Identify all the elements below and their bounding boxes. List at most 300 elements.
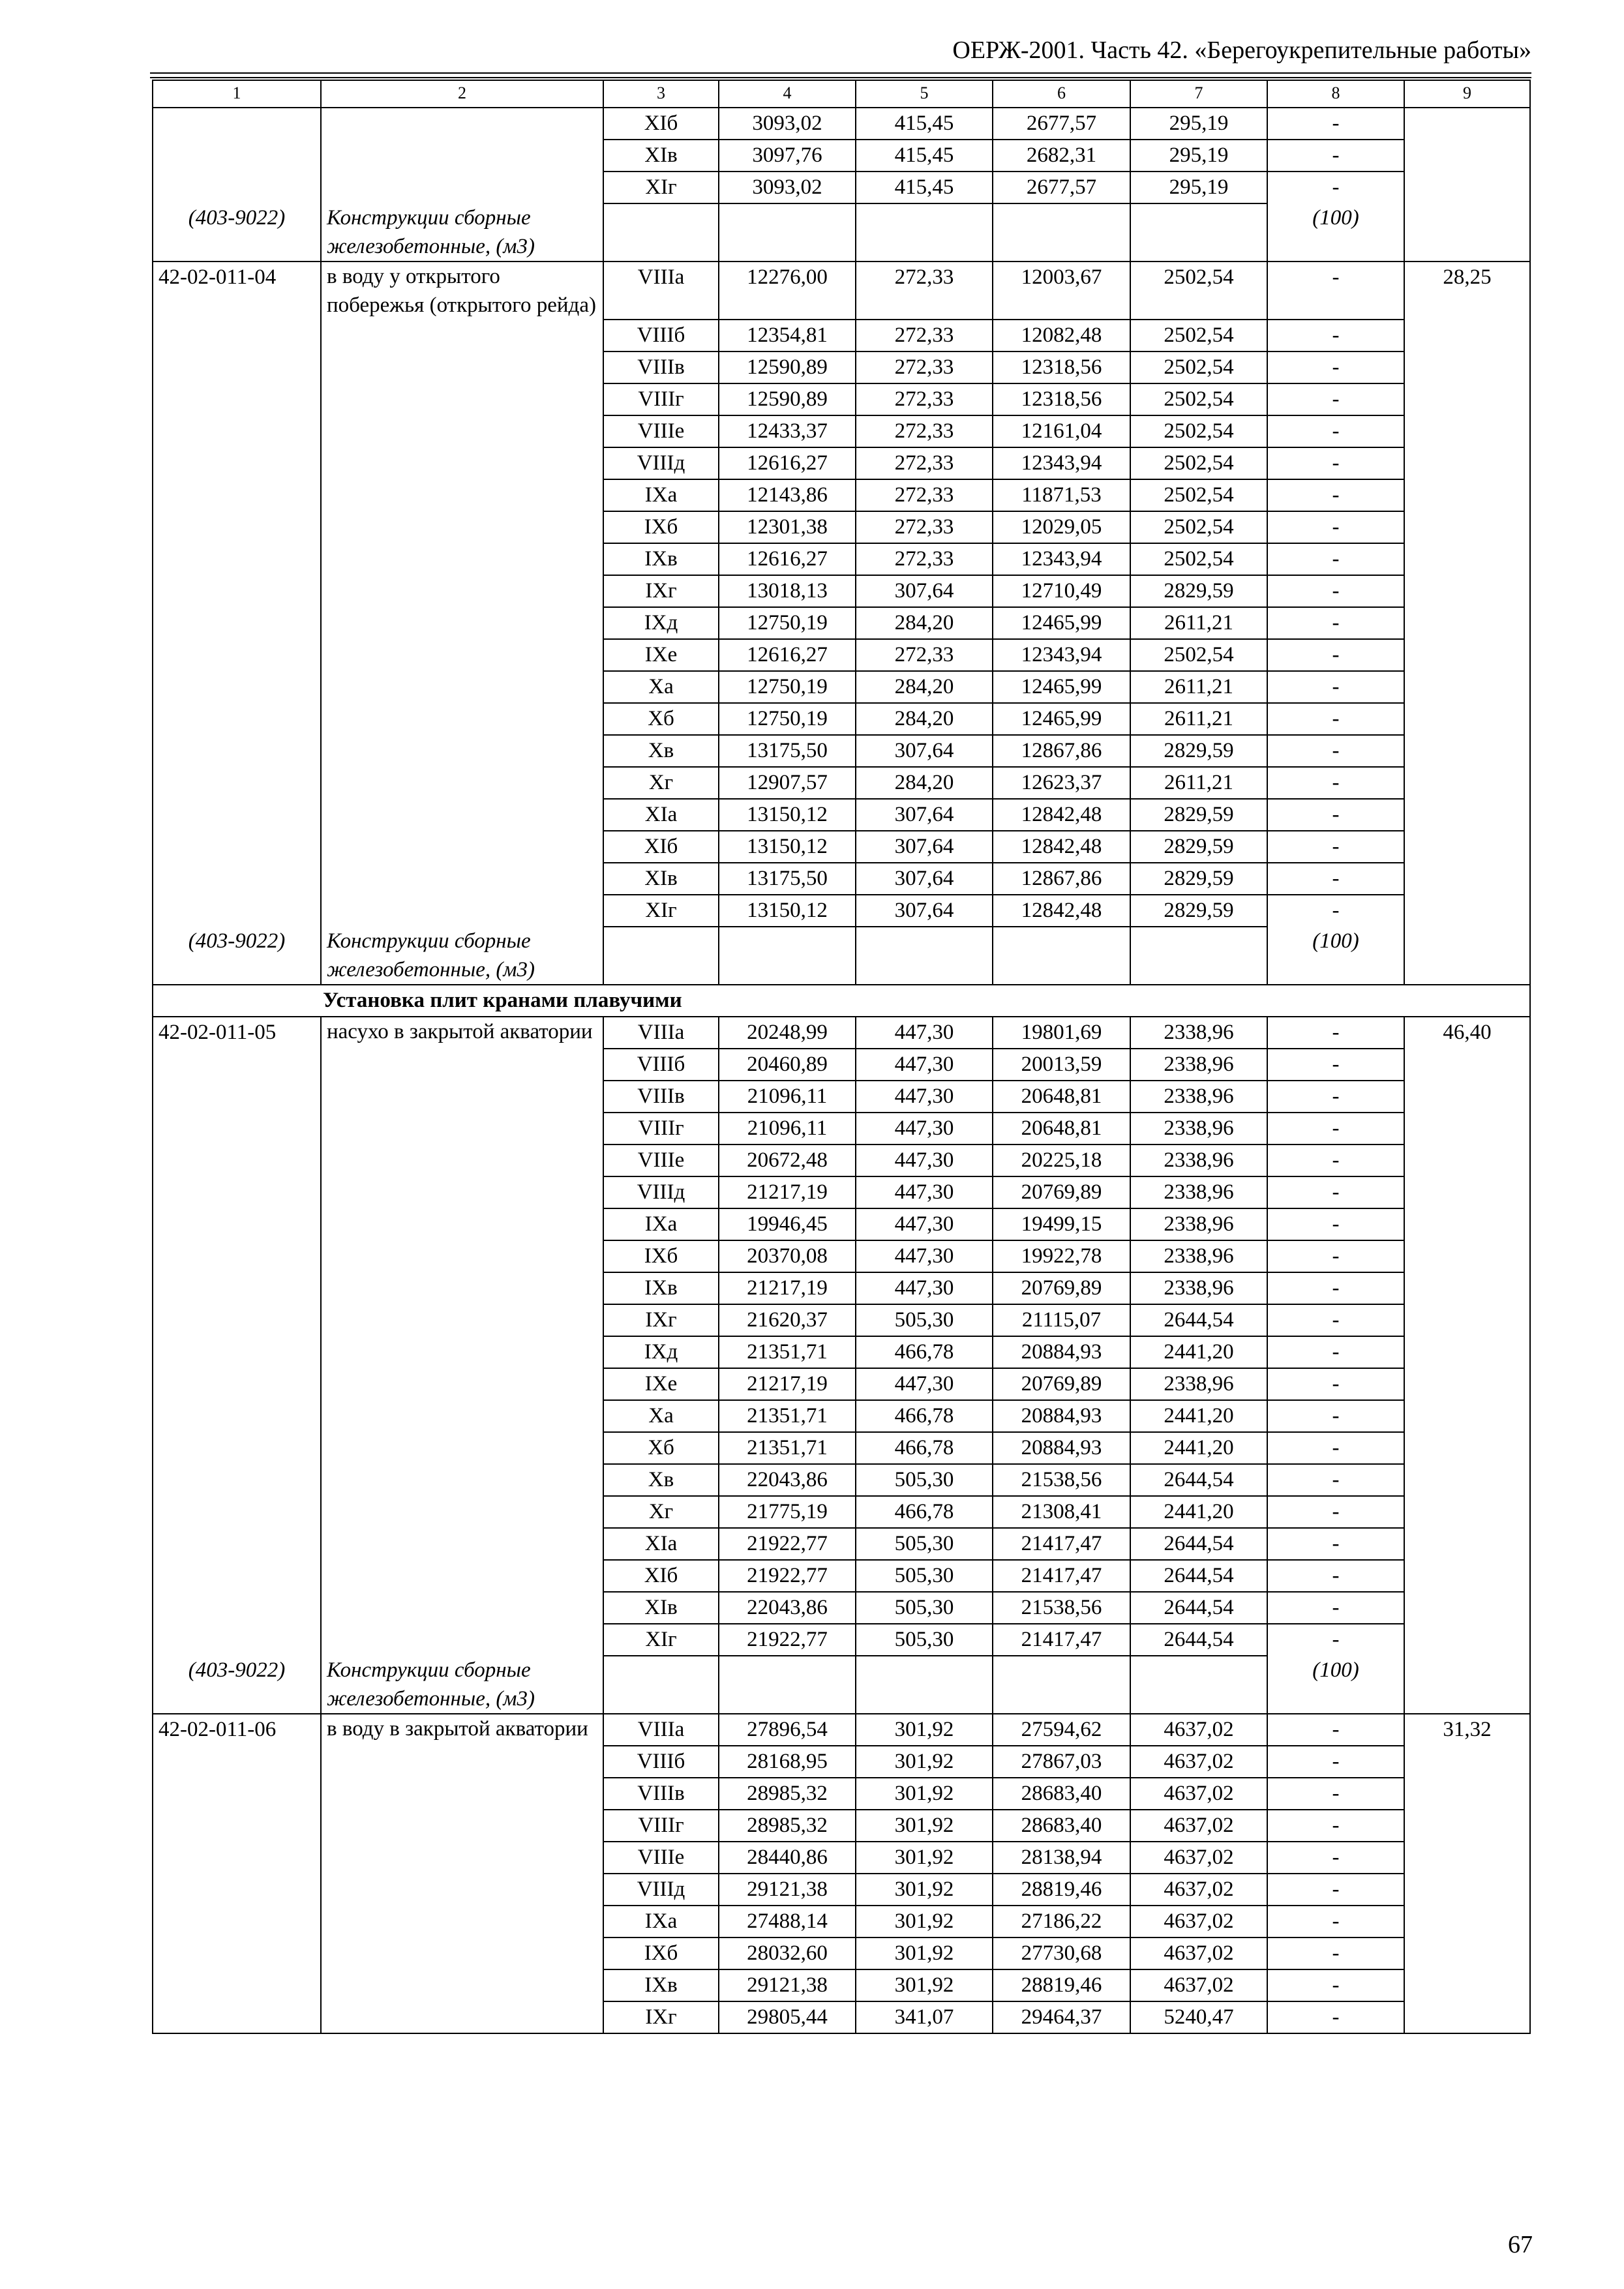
description-cell: [321, 1176, 603, 1208]
labor-hours-cell: [1404, 1969, 1530, 2001]
machine-cost-cell: 12161,04: [993, 415, 1130, 447]
zone-cell: XIб: [603, 108, 719, 140]
code-cell: [153, 1432, 321, 1464]
operator-wage-cell: 2338,96: [1130, 1049, 1267, 1081]
total-cost-cell: 21351,71: [719, 1432, 856, 1464]
labor-hours-cell: [1404, 543, 1530, 575]
table-row: [153, 863, 1530, 895]
operator-wage-cell: 2829,59: [1130, 735, 1267, 767]
total-cost-cell: 12590,89: [719, 383, 856, 415]
code-cell: [153, 383, 321, 415]
machine-cost-cell: 19801,69: [993, 1017, 1130, 1049]
machine-cost-cell: 12867,86: [993, 735, 1130, 767]
zone-cell: VIIIг: [603, 1113, 719, 1144]
code-cell: [153, 511, 321, 543]
labor-cost-cell: 447,30: [856, 1176, 993, 1208]
labor-cost-cell: 307,64: [856, 575, 993, 607]
zone-cell: Xб: [603, 703, 719, 735]
labor-cost-cell: 415,45: [856, 172, 993, 203]
table-row: [153, 140, 1530, 172]
operator-wage-cell: 4637,02: [1130, 1842, 1267, 1874]
code-cell: [153, 1464, 321, 1496]
description-cell: [321, 1464, 603, 1496]
description-cell: [321, 1400, 603, 1432]
operator-wage-cell: 4637,02: [1130, 1906, 1267, 1937]
section-row: [153, 985, 1530, 1017]
total-cost-cell: 12616,27: [719, 639, 856, 671]
table-row: [153, 1937, 1530, 1969]
labor-hours-cell: [1404, 1240, 1530, 1272]
table-row: [153, 1592, 1530, 1624]
zone-cell: IXе: [603, 639, 719, 671]
machine-cost-cell: 20769,89: [993, 1368, 1130, 1400]
machine-cost-cell: 19499,15: [993, 1208, 1130, 1240]
empty-cell: [603, 1656, 719, 1714]
machine-cost-cell: 12318,56: [993, 352, 1130, 383]
operator-wage-cell: 2644,54: [1130, 1464, 1267, 1496]
zone-cell: VIIIа: [603, 1714, 719, 1746]
machine-cost-cell: 28138,94: [993, 1842, 1130, 1874]
zone-cell: VIIIб: [603, 320, 719, 352]
total-cost-cell: 28440,86: [719, 1842, 856, 1874]
machine-cost-cell: 20225,18: [993, 1144, 1130, 1176]
total-cost-cell: 12907,57: [719, 767, 856, 799]
code-cell: [153, 1937, 321, 1969]
material-cost-cell: -: [1267, 1746, 1404, 1778]
table-row: [153, 1208, 1530, 1240]
machine-cost-cell: 12623,37: [993, 767, 1130, 799]
code-cell: [153, 575, 321, 607]
labor-cost-cell: 272,33: [856, 415, 993, 447]
zone-cell: XIв: [603, 140, 719, 172]
code-cell: [153, 1778, 321, 1810]
code-cell: [153, 1842, 321, 1874]
operator-wage-cell: 2502,54: [1130, 639, 1267, 671]
description-cell: [321, 415, 603, 447]
labor-hours-cell: [1404, 1528, 1530, 1560]
material-cost-cell: -: [1267, 703, 1404, 735]
code-cell: [153, 1906, 321, 1937]
material-cost-cell: -: [1267, 2001, 1404, 2033]
machine-cost-cell: 21115,07: [993, 1304, 1130, 1336]
zone-cell: XIг: [603, 172, 719, 203]
material-cost-cell: -: [1267, 1400, 1404, 1432]
code-cell: [153, 1969, 321, 2001]
description-cell: [321, 1842, 603, 1874]
labor-cost-cell: 447,30: [856, 1368, 993, 1400]
labor-hours-cell: [1404, 1336, 1530, 1368]
labor-cost-cell: 301,92: [856, 1906, 993, 1937]
machine-cost-cell: 20648,81: [993, 1113, 1130, 1144]
zone-cell: Xв: [603, 735, 719, 767]
description-cell: [321, 1496, 603, 1528]
labor-cost-cell: 505,30: [856, 1304, 993, 1336]
table-row: [153, 639, 1530, 671]
description-cell: [321, 831, 603, 863]
labor-hours-cell: [1404, 1464, 1530, 1496]
labor-hours-cell: [1404, 447, 1530, 479]
resource-qty-cell: (100): [1267, 1656, 1404, 1714]
description-cell: [321, 1081, 603, 1113]
total-cost-cell: 12750,19: [719, 607, 856, 639]
operator-wage-cell: 295,19: [1130, 172, 1267, 203]
total-cost-cell: 22043,86: [719, 1592, 856, 1624]
material-cost-cell: -: [1267, 1874, 1404, 1906]
zone-cell: Xб: [603, 1432, 719, 1464]
labor-hours-cell: [1404, 831, 1530, 863]
operator-wage-cell: 2502,54: [1130, 511, 1267, 543]
machine-cost-cell: 28819,46: [993, 1874, 1130, 1906]
labor-cost-cell: 307,64: [856, 799, 993, 831]
description-cell: [321, 1778, 603, 1810]
machine-cost-cell: 12318,56: [993, 383, 1130, 415]
labor-cost-cell: 272,33: [856, 352, 993, 383]
code-cell: [153, 479, 321, 511]
material-cost-cell: -: [1267, 479, 1404, 511]
description-cell: [321, 1304, 603, 1336]
table-row: [153, 735, 1530, 767]
zone-cell: IXг: [603, 1304, 719, 1336]
labor-cost-cell: 272,33: [856, 511, 993, 543]
total-cost-cell: 21775,19: [719, 1496, 856, 1528]
total-cost-cell: 28168,95: [719, 1746, 856, 1778]
material-cost-cell: -: [1267, 863, 1404, 895]
labor-hours-cell: [1404, 2001, 1530, 2033]
description-cell: [321, 1240, 603, 1272]
code-cell: [153, 607, 321, 639]
total-cost-cell: 20248,99: [719, 1017, 856, 1049]
code-cell: [153, 863, 321, 895]
labor-cost-cell: 301,92: [856, 1778, 993, 1810]
total-cost-cell: 21351,71: [719, 1336, 856, 1368]
zone-cell: VIIIд: [603, 447, 719, 479]
total-cost-cell: 21922,77: [719, 1528, 856, 1560]
empty-cell: [993, 203, 1130, 262]
column-header: 6: [993, 80, 1130, 108]
material-cost-cell: -: [1267, 1937, 1404, 1969]
zone-cell: IXд: [603, 607, 719, 639]
labor-cost-cell: 447,30: [856, 1240, 993, 1272]
resource-note-row: [153, 1656, 1530, 1714]
table-row: [153, 607, 1530, 639]
total-cost-cell: 13018,13: [719, 575, 856, 607]
code-cell: [153, 1624, 321, 1656]
material-cost-cell: -: [1267, 140, 1404, 172]
total-cost-cell: 20370,08: [719, 1240, 856, 1272]
machine-cost-cell: 12003,67: [993, 262, 1130, 320]
labor-hours-cell: [1404, 767, 1530, 799]
description-cell: [321, 1368, 603, 1400]
empty-cell: [856, 927, 993, 985]
labor-cost-cell: 307,64: [856, 735, 993, 767]
zone-cell: VIIIв: [603, 1081, 719, 1113]
description-cell: [321, 1624, 603, 1656]
zone-cell: VIIIб: [603, 1049, 719, 1081]
zone-cell: IXг: [603, 2001, 719, 2033]
labor-cost-cell: 466,78: [856, 1400, 993, 1432]
column-header: 4: [719, 80, 856, 108]
total-cost-cell: 12750,19: [719, 703, 856, 735]
table-row: [153, 1176, 1530, 1208]
material-cost-cell: -: [1267, 1368, 1404, 1400]
total-cost-cell: 22043,86: [719, 1464, 856, 1496]
machine-cost-cell: 20013,59: [993, 1049, 1130, 1081]
operator-wage-cell: 2338,96: [1130, 1208, 1267, 1240]
machine-cost-cell: 12465,99: [993, 671, 1130, 703]
machine-cost-cell: 12842,48: [993, 799, 1130, 831]
description-cell: [321, 1560, 603, 1592]
resource-qty-cell: (100): [1267, 203, 1404, 262]
labor-hours-cell: [1404, 479, 1530, 511]
machine-cost-cell: 21308,41: [993, 1496, 1130, 1528]
zone-cell: XIв: [603, 863, 719, 895]
table-row: [153, 108, 1530, 140]
zone-cell: VIIIг: [603, 1810, 719, 1842]
code-cell: [153, 735, 321, 767]
labor-cost-cell: 447,30: [856, 1017, 993, 1049]
zone-cell: VIIIа: [603, 1017, 719, 1049]
column-header: 3: [603, 80, 719, 108]
total-cost-cell: 12616,27: [719, 447, 856, 479]
resource-qty-cell: (100): [1267, 927, 1404, 985]
zone-cell: VIIIе: [603, 1144, 719, 1176]
table-row: [153, 320, 1530, 352]
empty-cell: [719, 1656, 856, 1714]
zone-cell: IXв: [603, 543, 719, 575]
operator-wage-cell: 295,19: [1130, 108, 1267, 140]
operator-wage-cell: 2338,96: [1130, 1017, 1267, 1049]
total-cost-cell: 21620,37: [719, 1304, 856, 1336]
rates-table-container: [152, 80, 1529, 2034]
code-cell: [153, 1113, 321, 1144]
labor-hours-cell: [1404, 383, 1530, 415]
labor-cost-cell: 272,33: [856, 262, 993, 320]
operator-wage-cell: 295,19: [1130, 140, 1267, 172]
zone-cell: Xа: [603, 1400, 719, 1432]
table-row: [153, 2001, 1530, 2033]
material-cost-cell: -: [1267, 543, 1404, 575]
labor-hours-cell: [1404, 1496, 1530, 1528]
labor-hours-cell: [1404, 1272, 1530, 1304]
material-cost-cell: -: [1267, 1240, 1404, 1272]
zone-cell: IXа: [603, 1906, 719, 1937]
zone-cell: IXв: [603, 1969, 719, 2001]
code-cell: [153, 543, 321, 575]
labor-hours-cell: [1404, 1176, 1530, 1208]
operator-wage-cell: 4637,02: [1130, 1714, 1267, 1746]
operator-wage-cell: 2502,54: [1130, 383, 1267, 415]
empty-cell: [1130, 203, 1267, 262]
material-cost-cell: -: [1267, 895, 1404, 927]
description-cell: [321, 543, 603, 575]
machine-cost-cell: 12465,99: [993, 607, 1130, 639]
labor-hours-cell: [1404, 1400, 1530, 1432]
labor-hours-cell: [1404, 1810, 1530, 1842]
description-cell: [321, 1113, 603, 1144]
labor-cost-cell: 284,20: [856, 607, 993, 639]
total-cost-cell: 13175,50: [719, 735, 856, 767]
description-cell: в воду в закрытой акватории: [321, 1714, 603, 1746]
description-cell: [321, 2001, 603, 2033]
machine-cost-cell: 20769,89: [993, 1176, 1130, 1208]
description-cell: [321, 1528, 603, 1560]
labor-cost-cell: 284,20: [856, 703, 993, 735]
material-cost-cell: -: [1267, 108, 1404, 140]
total-cost-cell: 12750,19: [719, 671, 856, 703]
zone-cell: VIIIа: [603, 262, 719, 320]
table-row: [153, 172, 1530, 203]
zone-cell: VIIIв: [603, 1778, 719, 1810]
total-cost-cell: 21096,11: [719, 1113, 856, 1144]
empty-cell: [856, 203, 993, 262]
labor-hours-cell: [1404, 1049, 1530, 1081]
labor-cost-cell: 415,45: [856, 140, 993, 172]
table-row: [153, 1496, 1530, 1528]
labor-cost-cell: 341,07: [856, 2001, 993, 2033]
material-cost-cell: -: [1267, 1081, 1404, 1113]
labor-cost-cell: 505,30: [856, 1528, 993, 1560]
labor-hours-cell: [1404, 703, 1530, 735]
table-body: [153, 80, 1530, 2033]
material-cost-cell: -: [1267, 735, 1404, 767]
material-cost-cell: -: [1267, 1113, 1404, 1144]
material-cost-cell: -: [1267, 1496, 1404, 1528]
zone-cell: XIг: [603, 895, 719, 927]
machine-cost-cell: 12465,99: [993, 703, 1130, 735]
description-cell: [321, 1937, 603, 1969]
resource-code-cell: (403-9022): [153, 203, 321, 262]
zone-cell: Xа: [603, 671, 719, 703]
table-row: [153, 703, 1530, 735]
table-row: [153, 1842, 1530, 1874]
zone-cell: XIб: [603, 1560, 719, 1592]
operator-wage-cell: 5240,47: [1130, 2001, 1267, 2033]
total-cost-cell: 12433,37: [719, 415, 856, 447]
labor-hours-cell: 46,40: [1404, 1017, 1530, 1049]
column-header: 8: [1267, 80, 1404, 108]
operator-wage-cell: 2338,96: [1130, 1081, 1267, 1113]
machine-cost-cell: 20884,93: [993, 1432, 1130, 1464]
code-cell: [153, 1304, 321, 1336]
labor-hours-cell: [1404, 1778, 1530, 1810]
description-cell: [321, 895, 603, 927]
operator-wage-cell: 2502,54: [1130, 415, 1267, 447]
table-row: [153, 1336, 1530, 1368]
operator-wage-cell: 2644,54: [1130, 1304, 1267, 1336]
labor-hours-cell: [1404, 1592, 1530, 1624]
resource-name-cell: Конструкции сборные железобетонные, (м3): [321, 203, 603, 262]
material-cost-cell: -: [1267, 1969, 1404, 2001]
table-row: [153, 1874, 1530, 1906]
resource-code-cell: (403-9022): [153, 1656, 321, 1714]
operator-wage-cell: 4637,02: [1130, 1778, 1267, 1810]
total-cost-cell: 13150,12: [719, 895, 856, 927]
description-cell: [321, 352, 603, 383]
code-cell: [153, 1272, 321, 1304]
operator-wage-cell: 2829,59: [1130, 895, 1267, 927]
operator-wage-cell: 2338,96: [1130, 1368, 1267, 1400]
total-cost-cell: 21096,11: [719, 1081, 856, 1113]
material-cost-cell: -: [1267, 447, 1404, 479]
table-row: [153, 1368, 1530, 1400]
material-cost-cell: -: [1267, 1017, 1404, 1049]
material-cost-cell: -: [1267, 1592, 1404, 1624]
labor-hours-cell: [1404, 172, 1530, 203]
total-cost-cell: 3093,02: [719, 108, 856, 140]
labor-hours-cell: [1404, 671, 1530, 703]
operator-wage-cell: 2502,54: [1130, 543, 1267, 575]
labor-cost-cell: 466,78: [856, 1496, 993, 1528]
description-cell: [321, 1049, 603, 1081]
machine-cost-cell: 2682,31: [993, 140, 1130, 172]
material-cost-cell: -: [1267, 1336, 1404, 1368]
material-cost-cell: -: [1267, 415, 1404, 447]
table-row: [153, 1081, 1530, 1113]
material-cost-cell: -: [1267, 1049, 1404, 1081]
description-cell: [321, 1336, 603, 1368]
zone-cell: VIIIв: [603, 352, 719, 383]
total-cost-cell: 13150,12: [719, 799, 856, 831]
description-cell: [321, 172, 603, 203]
zone-cell: XIа: [603, 1528, 719, 1560]
resource-name-cell: Конструкции сборные железобетонные, (м3): [321, 1656, 603, 1714]
total-cost-cell: 19946,45: [719, 1208, 856, 1240]
code-cell: [153, 2001, 321, 2033]
total-cost-cell: 12301,38: [719, 511, 856, 543]
machine-cost-cell: 12842,48: [993, 895, 1130, 927]
code-cell: [153, 352, 321, 383]
labor-cost-cell: 447,30: [856, 1272, 993, 1304]
labor-cost-cell: 272,33: [856, 543, 993, 575]
material-cost-cell: -: [1267, 1432, 1404, 1464]
material-cost-cell: -: [1267, 1464, 1404, 1496]
machine-cost-cell: 12343,94: [993, 543, 1130, 575]
code-cell: [153, 671, 321, 703]
zone-cell: Xг: [603, 1496, 719, 1528]
description-cell: [321, 447, 603, 479]
table-row: [153, 447, 1530, 479]
column-header: 5: [856, 80, 993, 108]
labor-cost-cell: 505,30: [856, 1624, 993, 1656]
total-cost-cell: 12354,81: [719, 320, 856, 352]
labor-hours-cell: [1404, 320, 1530, 352]
labor-hours-cell: 31,32: [1404, 1714, 1530, 1746]
material-cost-cell: -: [1267, 1714, 1404, 1746]
table-row: [153, 1778, 1530, 1810]
operator-wage-cell: 2502,54: [1130, 320, 1267, 352]
zone-cell: IXб: [603, 511, 719, 543]
machine-cost-cell: 12343,94: [993, 447, 1130, 479]
machine-cost-cell: 28683,40: [993, 1778, 1130, 1810]
labor-hours-cell: [1404, 1368, 1530, 1400]
machine-cost-cell: 21417,47: [993, 1528, 1130, 1560]
machine-cost-cell: 20769,89: [993, 1272, 1130, 1304]
zone-cell: Xг: [603, 767, 719, 799]
material-cost-cell: -: [1267, 172, 1404, 203]
labor-hours-cell: [1404, 1906, 1530, 1937]
material-cost-cell: -: [1267, 767, 1404, 799]
description-cell: [321, 1746, 603, 1778]
column-header: 9: [1404, 80, 1530, 108]
total-cost-cell: 21922,77: [719, 1560, 856, 1592]
code-cell: [153, 1528, 321, 1560]
machine-cost-cell: 12343,94: [993, 639, 1130, 671]
description-cell: [321, 1272, 603, 1304]
operator-wage-cell: 2338,96: [1130, 1240, 1267, 1272]
zone-cell: IXг: [603, 575, 719, 607]
table-row: [153, 1560, 1530, 1592]
machine-cost-cell: 28683,40: [993, 1810, 1130, 1842]
